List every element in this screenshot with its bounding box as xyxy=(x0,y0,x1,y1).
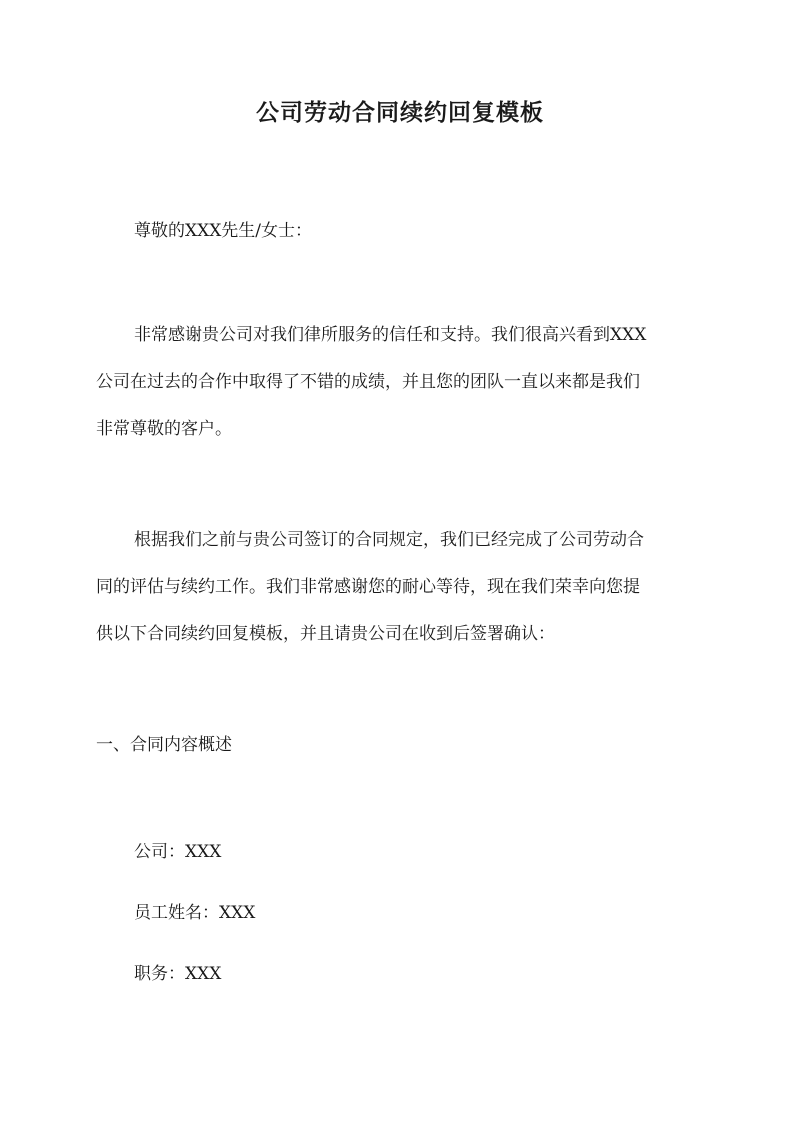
paragraph-2-line: 根据我们之前与贵公司签订的合同规定，我们已经完成了公司劳动合 xyxy=(134,530,644,550)
field-company: 公司：XXX xyxy=(134,842,222,862)
paragraph-2-line: 供以下合同续约回复模板，并且请贵公司在收到后签署确认： xyxy=(96,624,555,644)
section-heading: 一、合同内容概述 xyxy=(96,735,232,755)
salutation: 尊敬的XXX先生/女士： xyxy=(134,221,313,241)
paragraph-2 xyxy=(96,517,704,658)
paragraph-1-line: 公司在过去的合作中取得了不错的成绩，并且您的团队一直以来都是我们 xyxy=(96,372,640,392)
field-position: 职务：XXX xyxy=(134,964,222,984)
document-title: 公司劳动合同续约回复模板 xyxy=(256,99,544,126)
paragraph-1 xyxy=(96,312,704,453)
paragraph-2-line: 同的评估与续约工作。我们非常感谢您的耐心等待，现在我们荣幸向您提 xyxy=(96,577,640,597)
field-employee-name: 员工姓名：XXX xyxy=(134,903,256,923)
paragraph-1-line: 非常尊敬的客户。 xyxy=(96,419,232,439)
paragraph-1-line: 非常感谢贵公司对我们律所服务的信任和支持。我们很高兴看到XXX xyxy=(134,325,647,345)
